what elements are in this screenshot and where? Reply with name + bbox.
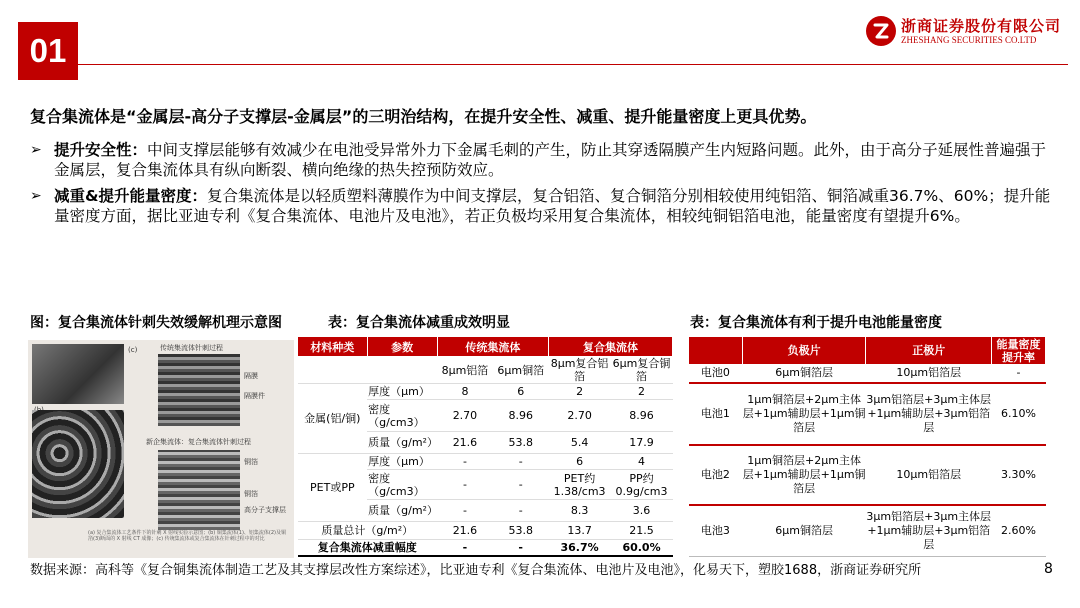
value-cell: - — [437, 540, 493, 556]
param-cell: 厚度（μm） — [367, 454, 437, 470]
value-cell: 8.3 — [549, 500, 611, 522]
table2-title: 表：复合集流体有利于提升电池能量密度 — [690, 315, 942, 331]
figure-box-title-mid: 新企集流体：复合集流体针刺过程 — [146, 438, 251, 446]
table-header: 传统集流体 — [437, 337, 549, 357]
negative-electrode-cell: 1μm铜箔层+2μm主体层+1μm辅助层+1μm铜箔层 — [742, 445, 866, 505]
figure-caption: (a) 复合集流体工艺条件下的针刺 X 射线实验示意图；(b) 铜集流体(1)、铝集流体(2)及铜箔(3)断面的 X 射线 CT 成像；(c) 传统集流体或复合集流体在针刺过程中的对比 — [88, 530, 286, 542]
negative-electrode-cell: 6μm铜箔层 — [742, 505, 866, 557]
figure-box-title-top: 传统集流体针刺过程 — [160, 344, 223, 352]
bullet-list — [30, 140, 1060, 232]
negative-electrode-cell: 1μm铜箔层+2μm主体层+1μm辅助层+1μm铜箔层 — [742, 383, 866, 445]
figure-side-label: 铜箔 — [244, 490, 258, 498]
value-cell: 2.70 — [549, 400, 611, 432]
table-header: 材料种类 — [298, 337, 368, 357]
bullet-title: 减重&提升能量密度： — [54, 187, 208, 205]
figure-side-label: 隔膜件 — [244, 392, 265, 400]
value-cell: 5.4 — [549, 432, 611, 454]
table-row — [689, 383, 1046, 445]
table-header: 能量密度提升率 — [992, 337, 1046, 365]
positive-electrode-cell: 3μm铝箔层+3μm主体层+1μm辅助层+3μm铝箔层 — [866, 383, 992, 445]
bullet-body: 中间支撑层能够有效减少在电池受异常外力下金属毛刺的产生，防止其穿透隔膜产生内短路问题。此外，由于高分子延展性普遍强于金属层，复合集流体具有纵向断裂、横向绝缘的热失控预防效应。 — [54, 141, 1047, 179]
table-row — [689, 445, 1046, 505]
battery-name: 电池1 — [689, 383, 743, 445]
section-number-badge: 01 — [18, 22, 78, 80]
table-row — [298, 384, 673, 400]
mechanism-figure — [28, 340, 294, 558]
table-header: 正极片 — [866, 337, 992, 365]
positive-electrode-cell: 10μm铝箔层 — [866, 365, 992, 383]
group-label: 金属(铝/铜) — [298, 384, 368, 454]
value-cell: 21.5 — [611, 522, 673, 540]
reduction-label: 复合集流体减重幅度 — [298, 540, 438, 556]
zheshang-logo-icon — [866, 16, 896, 46]
battery-name: 电池2 — [689, 445, 743, 505]
value-cell: 53.8 — [493, 522, 549, 540]
energy-density-table — [688, 336, 1046, 557]
table-row — [298, 540, 673, 556]
table-subheader: 6μm复合铜箔 — [611, 357, 673, 384]
table-header: 参数 — [367, 337, 437, 357]
value-cell: 60.0% — [611, 540, 673, 556]
slide-headline: 复合集流体是“金属层-高分子支撑层-金属层”的三明治结构，在提升安全性、减重、提升能量密度上更具优势。 — [30, 107, 817, 126]
figure-label-c: (c) — [128, 346, 138, 354]
value-cell: - — [437, 470, 493, 500]
bullet-item — [30, 186, 1060, 226]
arrow-bullet-icon: ➢ — [30, 142, 42, 158]
table-header: 复合集流体 — [549, 337, 673, 357]
value-cell: 6 — [493, 384, 549, 400]
xray-image-a — [32, 344, 124, 404]
company-name-cn: 浙商证券股份有限公司 — [901, 16, 1062, 35]
table-subheader: 8μm铝箔 — [437, 357, 493, 384]
battery-name: 电池0 — [689, 365, 743, 383]
table-header: 负极片 — [742, 337, 866, 365]
total-label: 质量总计（g/m²） — [298, 522, 438, 540]
weight-reduction-table — [297, 336, 673, 557]
param-cell: 密度（g/cm3） — [367, 400, 437, 432]
table-row — [298, 454, 673, 470]
ct-image-b — [32, 410, 124, 518]
value-cell: - — [437, 454, 493, 470]
group-label: PET或PP — [298, 454, 368, 522]
value-cell: 3.6 — [611, 500, 673, 522]
value-cell: 8.96 — [493, 400, 549, 432]
figure-side-label: 高分子支撑层 — [244, 506, 286, 514]
positive-electrode-cell: 10μm铝箔层 — [866, 445, 992, 505]
table-subheader: 8μm复合铝箔 — [549, 357, 611, 384]
value-cell: 13.7 — [549, 522, 611, 540]
value-cell: - — [493, 540, 549, 556]
table-subheader: 6μm铜箔 — [493, 357, 549, 384]
value-cell: 6 — [549, 454, 611, 470]
figure-side-label: 隔膜 — [244, 372, 258, 380]
value-cell: - — [493, 454, 549, 470]
value-cell: 2.70 — [437, 400, 493, 432]
value-cell: - — [493, 500, 549, 522]
value-cell: PET约1.38/cm3 — [549, 470, 611, 500]
value-cell: 17.9 — [611, 432, 673, 454]
value-cell: 4 — [611, 454, 673, 470]
value-cell: - — [437, 500, 493, 522]
bullet-title: 提升安全性： — [54, 141, 148, 159]
value-cell: 2 — [549, 384, 611, 400]
company-logo — [866, 16, 1061, 46]
value-cell: - — [493, 470, 549, 500]
param-cell: 厚度（μm） — [367, 384, 437, 400]
param-cell: 质量（g/m²） — [367, 432, 437, 454]
rate-cell: 3.30% — [992, 445, 1046, 505]
value-cell: 8 — [437, 384, 493, 400]
table-row — [689, 505, 1046, 557]
table1-title: 表：复合集流体减重成效明显 — [328, 315, 510, 331]
rate-cell: 6.10% — [992, 383, 1046, 445]
table-row — [298, 522, 673, 540]
value-cell: 2 — [611, 384, 673, 400]
value-cell: 21.6 — [437, 432, 493, 454]
bullet-item — [30, 140, 1060, 180]
rate-cell: - — [992, 365, 1046, 383]
negative-electrode-cell: 6μm铜箔层 — [742, 365, 866, 383]
table-row — [689, 365, 1046, 383]
positive-electrode-cell: 3μm铝箔层+3μm主体层+1μm辅助层+3μm铝箔层 — [866, 505, 992, 557]
value-cell: PP约0.9g/cm3 — [611, 470, 673, 500]
composite-collector-diagram — [158, 450, 240, 530]
value-cell: 21.6 — [437, 522, 493, 540]
value-cell: 8.96 — [611, 400, 673, 432]
battery-name: 电池3 — [689, 505, 743, 557]
figure-side-label: 铜箔 — [244, 458, 258, 466]
traditional-collector-diagram — [158, 354, 240, 426]
value-cell: 36.7% — [549, 540, 611, 556]
header-divider — [78, 64, 1068, 65]
arrow-bullet-icon: ➢ — [30, 188, 42, 204]
page-number: 8 — [1044, 561, 1053, 577]
param-cell: 质量（g/m²） — [367, 500, 437, 522]
param-cell: 密度（g/cm3） — [367, 470, 437, 500]
data-source-note: 数据来源：高科等《复合铜集流体制造工艺及其支撑层改性方案综述》，比亚迪专利《复合集流体、电池片及电池》，化易天下，塑胶1688，浙商证券研究所 — [30, 563, 922, 578]
value-cell: 53.8 — [493, 432, 549, 454]
company-name-en: ZHESHANG SECURITIES CO.LTD — [901, 34, 1037, 45]
figure-title: 图：复合集流体针刺失效缓解机理示意图 — [30, 315, 282, 331]
bullet-body: 复合集流体是以轻质塑料薄膜作为中间支撑层，复合铝箔、复合铜箔分别相较使用纯铝箔、铜箔减重36.7%、60%；提升能量密度方面，据比亚迪专利《复合集流体、电池片及电池》，若正负极均采用复合集流体，相较纯铜铝箔电池，能量密度有望提升6%。 — [54, 187, 1051, 225]
rate-cell: 2.60% — [992, 505, 1046, 557]
